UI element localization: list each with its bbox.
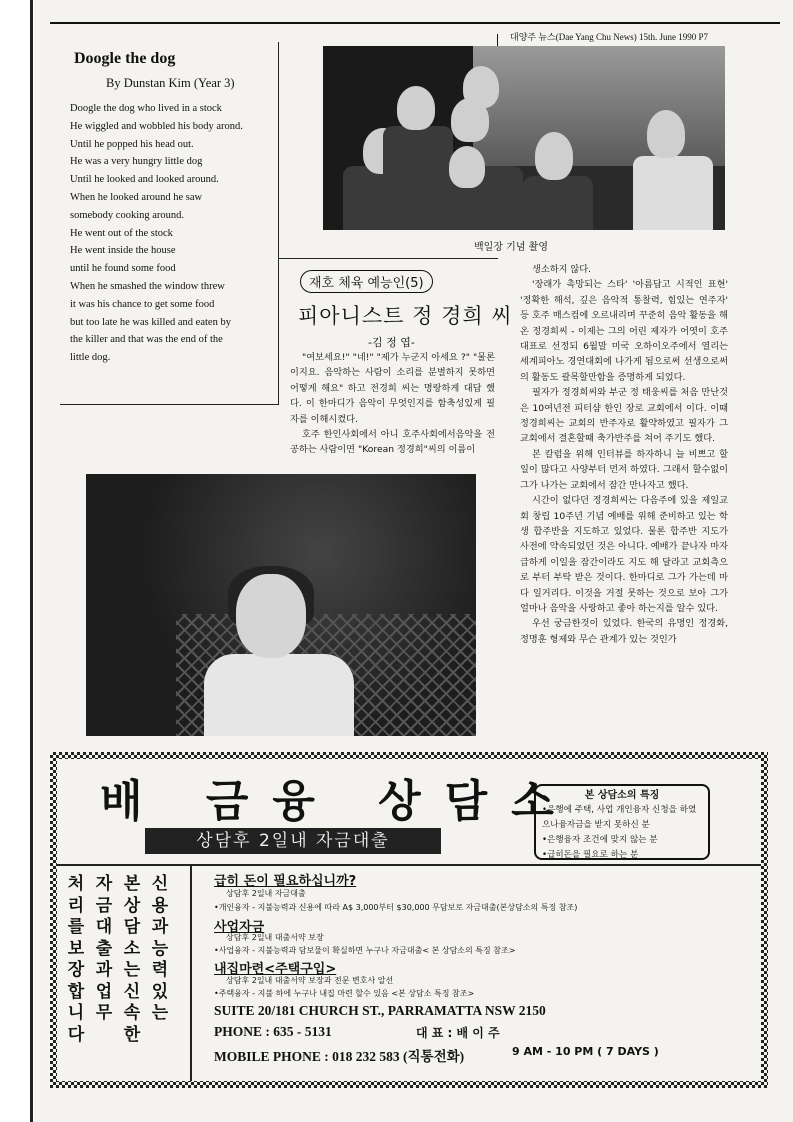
poem-line: He was a very hungry little dog — [70, 156, 203, 168]
article-paragraph: 우선 궁금한것이 있었다. 한국의 유명인 정경화, 정명훈 형제와 무슨 관계가 있는 것인가 — [520, 618, 728, 645]
feature-item: •은행융자 조건에 맞지 않는 분 — [542, 835, 658, 845]
feature-item: •은행에 주택, 사업 개인융자 신청을 하였으나융자금을 받지 못하신 분 — [542, 805, 697, 830]
binder-margin — [0, 0, 34, 1122]
article-paragraph: 본 칼럼을 위해 인터뷰를 하자하니 늘 비쁘고 할일이 많다고 사양부터 먼저 하였다. 그래서 할수없이 그가 나가는 교회에서 잠간 만나자고 했다. — [520, 448, 728, 491]
ad-vertical-divider — [190, 864, 192, 1081]
photo-caption: 백일장 기념 촬영 — [474, 242, 548, 253]
group-photo — [323, 46, 725, 230]
poem-line: Doogle the dog who lived in a stock — [70, 103, 222, 114]
portrait-photo — [86, 474, 476, 736]
vertical-text: 신용과능력있는 — [151, 874, 169, 1023]
poem-line: somebody cooking around. — [70, 209, 185, 221]
features-box — [534, 784, 710, 860]
article-author: -김 정 엽- — [368, 336, 415, 349]
section-line: •주택융자 - 지불 하에 누구나 내집 마련 할수 있음 <본 상담소 특징 참조> — [214, 989, 475, 998]
article-paragraph: "여보세요!" "네!" "제가 누군지 아세요 ?" "물론이지요. 음악하는 사람이 소리를 분별하지 못하면 어떻게 해요" 하고 전경희 씨는 명랑하게 대답 했다. 이 한마디가 음악이 무엇인지를 함축성있게 필자를 이해시켰다. — [290, 352, 495, 425]
poem-line: He went inside the house — [70, 245, 176, 257]
poem-body — [70, 100, 275, 367]
article-rule — [278, 258, 498, 259]
section-line: •개인융자 - 지불능력과 신용에 따라 A$ 3,000부터 $30,000 무담보로 자금대출(본상담소의 특징 참조) — [214, 903, 578, 912]
ad-representative: 대 표 : 배 이 주 — [416, 1026, 500, 1040]
vertical-text: 처리를보장합니다 — [67, 874, 85, 1045]
section-line: 상담후 2일내 자금대출 — [226, 889, 306, 898]
poem-line: Until he looked and looked around. — [70, 174, 219, 186]
section-line: 상담후 2일내 대출서약 보장 — [226, 933, 324, 942]
article-paragraph: 생소하지 않다. — [532, 264, 592, 275]
article-paragraph: '장래가 촉망되는 스타' '아름답고 시적인 표현' '정확한 해석, 깊은 음악적 통찰력, 힘있는 연주자' 등 호주 매스컴에 오르내리며 꾸준히 음악 활동을 해온 정경희씨 - 이제는 그의 어린 제자가 어엿이 호주대표로 선정되 6월말 미국 오하이오주에서 열리는 세계피아노 경연대회에 나가게 됨으로써 선생으로써의 활동도 괄목할만함을 증명하게 되었다. — [520, 279, 728, 383]
ad-phone: PHONE : 635 - 5131 — [214, 1024, 332, 1039]
poem-title: Doogle the dog — [74, 50, 176, 67]
ad-subtitle: 상담후 2일내 자금대출 — [145, 828, 441, 854]
article-column-2 — [520, 262, 728, 647]
ad-hours: 9 AM - 10 PM ( 7 DAYS ) — [512, 1045, 659, 1058]
poem-line: When he looked around he saw — [70, 191, 203, 203]
features-title: 본 상담소의 특징 — [584, 790, 660, 801]
section-line: •사업융자 - 지불능력과 담보물이 확실하면 누구나 자금대출< 본 상담소의 특징 참조> — [214, 946, 516, 955]
article-paragraph: 필자가 정경희씨와 부군 정 태웅씨를 처음 만난것은 10여년전 피터샴 한인 장로 교회에서 이다. 이때 정경희씨는 교회의 반주자로 활약하였고 필자가 그 교회에서 결혼할때 축가반주를 쳐어 주기도 했다. — [520, 387, 728, 445]
article-series-label: 재호 체육 예능인(5) — [300, 270, 433, 293]
section-title: 내집마련<주택구입> — [214, 962, 337, 977]
vertical-text: 자금대출과업무 — [95, 874, 113, 1023]
article-title: 피아니스트 정 경희 씨 — [298, 304, 513, 328]
vertical-text: 본상담소는신속한 — [123, 874, 141, 1045]
feature-item: •급히돈을 필요로 하는 분 — [542, 850, 639, 860]
poem-line: little dog. — [70, 352, 111, 364]
ad-mobile: MOBILE PHONE : 018 232 583 (직통전화) — [214, 1049, 465, 1064]
article-paragraph: 호주 한인사회에서 아니 호주사회에서음악을 전공하는 사람이면 "Korean 정경희"씨의 이름이 — [290, 429, 495, 456]
page-header: 대양주 뉴스(Dae Yang Chu News) 15th. June 1990 P7 — [510, 32, 708, 42]
article-paragraph: 시간이 없다던 정경희씨는 다음주에 있을 제일교회 창립 10주년 기념 예배를 위해 준비하고 있는 학생 합주반을 지도하고 있었다. 물론 합주반 지도가 사전에 약속되었던 것은 아니다. 예배가 끝나자 마자 급하게 이일을 잠간이라도 지도 해 달라고 교회측으로 부터 부탁 받은 것이다. 한마디로 그가 가는데 마다 일거리다. 이것을 거절 못하는 것으로 보아 그가 얼마나 음악을 사랑하고 좋아 하는지를 알수 있다. — [520, 495, 728, 614]
poem-line: it was his chance to get some food — [70, 298, 215, 310]
ad-divider — [57, 864, 761, 866]
poem-line: He went out of the stock — [70, 227, 173, 239]
ad-title: 배 금융 상담소 — [100, 776, 578, 827]
section-title: 급히 돈이 필요하십니까? — [214, 874, 357, 889]
section-line: 상담후 2일내 대출서약 보장과 전문 변호사 알선 — [226, 976, 394, 985]
top-rule — [50, 22, 780, 24]
poem-line: Until he popped his head out. — [70, 138, 194, 150]
article-column-1 — [290, 350, 495, 458]
poem-line: He wiggled and wobbled his body arond. — [70, 120, 243, 132]
poem-author: By Dunstan Kim (Year 3) — [106, 76, 235, 90]
header-tick — [497, 34, 498, 46]
poem-line: When he smashed the window threw — [70, 280, 225, 292]
poem-line: the killer and that was the end of the — [70, 334, 223, 346]
poem-line: until he found some food — [70, 263, 176, 275]
poem-box — [60, 42, 279, 405]
ad-address: SUITE 20/181 CHURCH ST., PARRAMATTA NSW 2150 — [214, 1003, 546, 1018]
poem-line: but too late he was killed and eaten by — [70, 316, 231, 328]
binder-line — [30, 0, 33, 1122]
section-title: 사업자금 — [214, 920, 265, 935]
